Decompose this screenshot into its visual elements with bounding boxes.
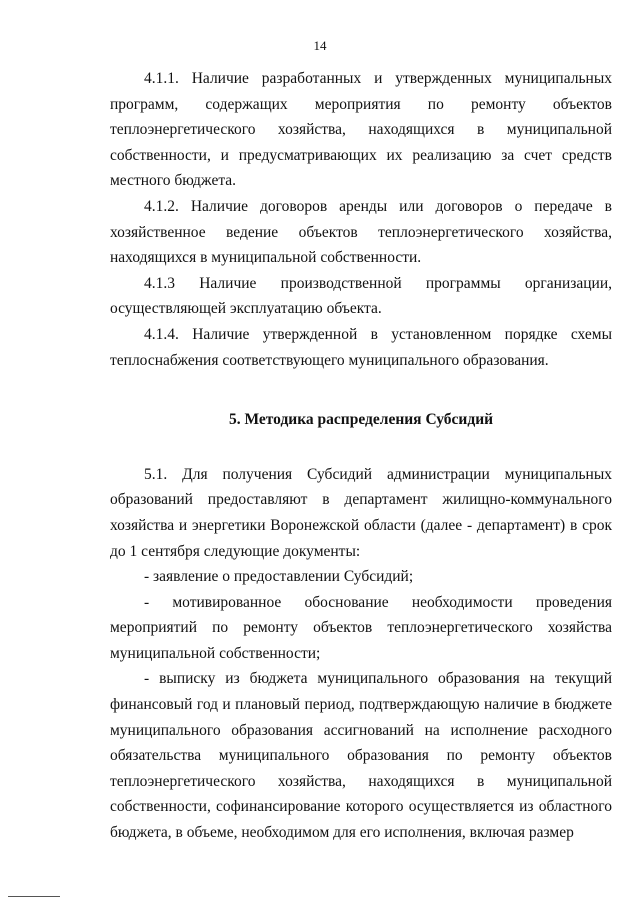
list-item-application: - заявление о предоставлении Субсидий;: [144, 568, 414, 586]
document-body: [110, 66, 612, 846]
paragraph-4-1-2: 4.1.2. Наличие договоров аренды или договоров о передаче в хозяйственное ведение объектов теплоэнергетического хозяйства, находящихся в муниципальной собственности.: [110, 197, 612, 267]
page-number: 14: [313, 38, 327, 53]
paragraph-4-1-1: 4.1.1. Наличие разработанных и утвержденных муниципальных программ, содержащих мероприятия по ремонту объектов теплоэнергетического хозяйства, находящихся в муниципальной собственности, и предусматривающих их реализацию за счет средств местного бюджета.: [110, 70, 612, 190]
paragraph-4-1-3: 4.1.3 Наличие производственной программы организации, осуществляющей эксплуатацию объекта.: [110, 274, 612, 318]
footer-rule: [8, 896, 60, 897]
list-item-justification: - мотивированное обоснование необходимости проведения мероприятий по ремонту объектов теплоэнергетического хозяйства муниципальной собственности;: [110, 593, 612, 662]
section-heading: 5. Методика распределения Субсидий: [228, 411, 494, 429]
paragraph-4-1-4: 4.1.4. Наличие утвержденной в установленном порядке схемы теплоснабжения соответствующего муниципального образования.: [110, 325, 612, 369]
list-item-budget-extract: - выписку из бюджета муниципального образования на текущий финансовый год и плановый период, подтверждающую наличие в бюджете муниципального образования ассигнований на исполнение расходного обязательства муниципального образования по ремонту объектов теплоэнергетического хозяйства, находящихся в муниципальной собственности, софинансирование которого осуществляется из областного бюджета, в объеме, необходимом для его исполнения, включая размер: [110, 670, 612, 842]
paragraph-5-1: 5.1. Для получения Субсидий администрации муниципальных образований предоставляют в департамент жилищно-коммунального хозяйства и энергетики Воронежской области (далее - департамент) в срок до 1 сентября следующие документы:: [110, 465, 612, 560]
